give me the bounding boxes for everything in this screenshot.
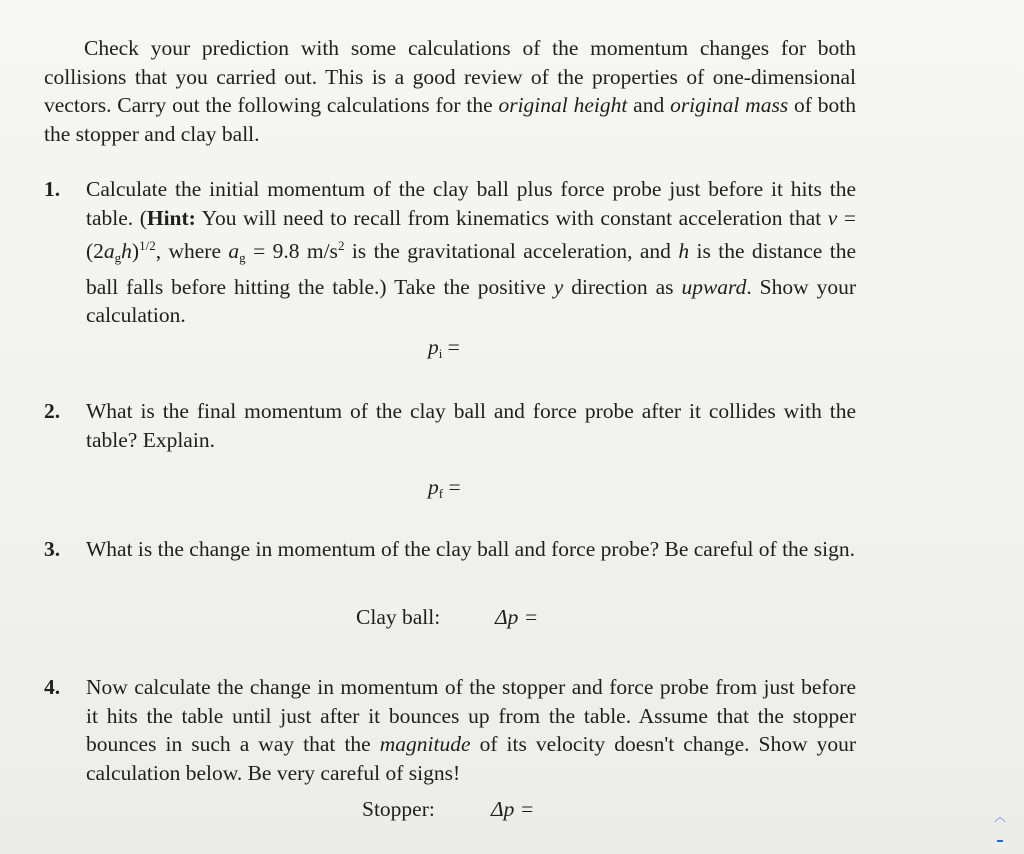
exponent: 2 bbox=[337, 238, 345, 253]
text-run: ) bbox=[131, 239, 140, 263]
text-run: . Show your calculation. bbox=[86, 274, 857, 327]
text-run: is the distance the ball falls before hitting the table.) Take the positive bbox=[86, 239, 856, 299]
question-text: What is the final momentum of the clay ball and force probe after it collides with the table? Explain. bbox=[86, 399, 856, 452]
question-text bbox=[86, 175, 856, 330]
text-run: direction as bbox=[563, 274, 682, 299]
answer-delta-p-stopper bbox=[491, 795, 534, 823]
text-run: = (2 bbox=[86, 205, 856, 263]
answer-delta-p-clay bbox=[495, 603, 538, 631]
question-4 bbox=[44, 673, 856, 787]
var-h: h bbox=[678, 239, 690, 263]
scroll-indicator[interactable] bbox=[997, 840, 1003, 842]
text-run: Calculate the initial momentum of the clay ball plus force probe just before it hits the table. ( bbox=[86, 177, 856, 230]
question-number: 1. bbox=[44, 177, 61, 201]
question-text bbox=[86, 673, 856, 787]
delta-p: Δp = bbox=[491, 797, 535, 821]
emph-magnitude: magnitude bbox=[379, 732, 471, 756]
var-a: a bbox=[103, 239, 115, 263]
text-run: You will need to recall from kinematics with constant acceleration that bbox=[195, 205, 828, 230]
sub-i: i bbox=[438, 346, 443, 361]
answer-pf bbox=[428, 473, 461, 508]
chevron-up-icon[interactable]: ︿ bbox=[994, 810, 1007, 824]
delta-p: Δp = bbox=[495, 605, 539, 629]
exponent: 1/2 bbox=[139, 238, 156, 253]
question-number: 3. bbox=[44, 537, 61, 561]
var-v: v bbox=[827, 205, 838, 230]
var-h: h bbox=[121, 239, 132, 263]
hint-label: Hint: bbox=[146, 205, 196, 230]
question-number: 2. bbox=[44, 399, 61, 423]
label-text: Stopper: bbox=[362, 797, 435, 821]
question-number: 4. bbox=[44, 675, 61, 699]
equals: = bbox=[443, 475, 461, 499]
intro-text: and bbox=[627, 93, 671, 117]
emph-upward: upward bbox=[681, 274, 747, 299]
text-run: is the gravitational acceleration, and bbox=[344, 239, 679, 263]
var-p: p bbox=[428, 335, 439, 359]
equals: = bbox=[442, 335, 460, 359]
sub-g: g bbox=[114, 250, 122, 265]
text-run: of its velocity doesn't change. Show your calculation below. Be very careful of signs! bbox=[86, 732, 856, 785]
intro-text: Check your prediction with some calculations of the momentum changes for both collisions that you carried out. This is a good review of the properties of one-dimensional vectors. Carry out the following calculations for the bbox=[44, 36, 856, 117]
intro-paragraph bbox=[44, 34, 856, 148]
var-p: p bbox=[428, 475, 439, 499]
text-run: = 9.8 m/s bbox=[245, 239, 338, 263]
question-2 bbox=[44, 397, 856, 454]
sub-f: f bbox=[438, 486, 444, 501]
question-text: What is the change in momentum of the clay ball and force probe? Be careful of the sign. bbox=[86, 537, 855, 561]
clay-ball-label bbox=[356, 603, 440, 631]
intro-original-mass: original mass bbox=[670, 93, 789, 117]
sub-g: g bbox=[239, 250, 246, 265]
text-run: , where bbox=[155, 239, 229, 263]
var-y: y bbox=[553, 274, 564, 299]
question-3 bbox=[44, 535, 856, 564]
var-a: a bbox=[228, 239, 240, 263]
question-1 bbox=[44, 175, 856, 330]
label-text: Clay ball: bbox=[356, 605, 441, 629]
text-run: Now calculate the change in momentum of the stopper and force probe from just before it hits the table until just after it bounces up from the table. Assume that the stopper bounces in such a way that the bbox=[86, 675, 856, 756]
stopper-label bbox=[362, 795, 435, 823]
intro-original-height: original height bbox=[498, 93, 628, 117]
answer-pi bbox=[428, 333, 460, 368]
intro-text: of both the stopper and clay ball. bbox=[44, 93, 857, 146]
